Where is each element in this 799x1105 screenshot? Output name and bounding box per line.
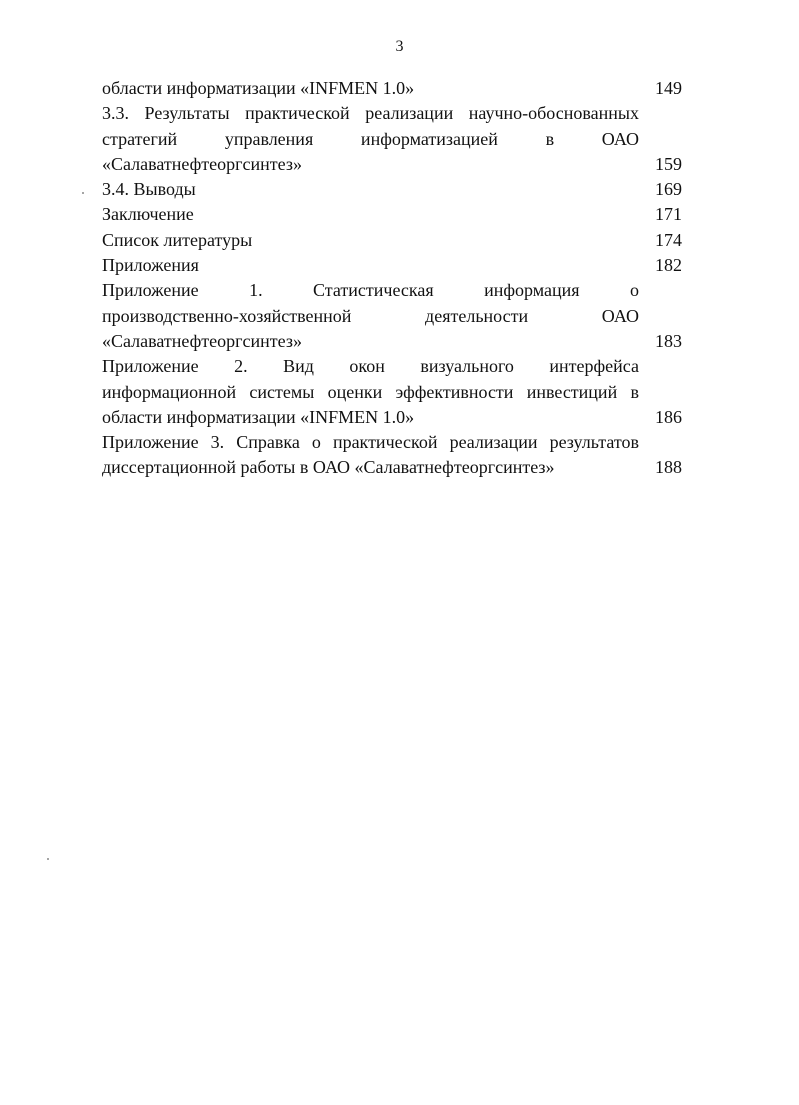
toc-entry-page: 183	[655, 330, 682, 351]
toc-entry-title	[102, 278, 639, 354]
toc-entry-title	[102, 76, 639, 101]
scan-speck	[47, 858, 49, 860]
toc-entry-title	[102, 228, 639, 253]
toc-entry-title	[102, 253, 639, 278]
toc-entry-line: области информатизации «INFMEN 1.0»	[102, 78, 415, 98]
page-number: 3	[395, 38, 404, 55]
toc-entry-page: 159	[655, 153, 682, 174]
toc-entry-line: Приложение 3. Справка о практической реализации результатов	[102, 432, 639, 453]
toc-entry-page: 149	[655, 78, 682, 98]
toc-entry-line: производственно-хозяйственной деятельности ОАО	[102, 305, 639, 326]
toc-entry-line: 3.3. Результаты практической реализации научно-обоснованных	[102, 103, 639, 124]
toc-entry-line: Заключение	[102, 204, 194, 225]
toc-entry-title	[102, 354, 639, 430]
table-of-contents	[102, 76, 682, 481]
toc-entry-line: «Салаватнефтеоргсинтез»	[102, 330, 302, 351]
toc-entry-title	[102, 101, 639, 177]
toc-entry	[102, 177, 682, 202]
toc-entry-title	[102, 177, 639, 202]
toc-entry-line: Приложения	[102, 255, 199, 276]
toc-entry-page: 188	[655, 457, 682, 478]
toc-entry-line: Список литературы	[102, 229, 253, 250]
toc-entry-page: 182	[655, 255, 682, 276]
toc-entry	[102, 76, 682, 101]
toc-entry	[102, 101, 682, 177]
toc-entry	[102, 354, 682, 430]
toc-entry	[102, 253, 682, 278]
toc-entry-line: Приложение 1. Статистическая информация о	[102, 280, 639, 301]
toc-entry-line: «Салаватнефтеоргсинтез»	[102, 153, 302, 174]
toc-entry-line: Приложение 2. Вид окон визуального интерфейса	[102, 356, 639, 377]
toc-entry	[102, 430, 682, 481]
toc-entry-page: 174	[655, 229, 682, 250]
toc-entry-title	[102, 202, 639, 227]
toc-entry	[102, 202, 682, 227]
toc-entry	[102, 228, 682, 253]
toc-entry	[102, 278, 682, 354]
toc-entry-line: диссертационной работы в ОАО «Салаватнефтеоргсинтез»	[102, 457, 555, 478]
toc-entry-line: области информатизации «INFMEN 1.0»	[102, 406, 415, 427]
toc-entry-page: 171	[655, 204, 682, 225]
toc-entry-line: стратегий управления информатизацией в ОАО	[102, 128, 639, 149]
toc-entry-line: информационной системы оценки эффективности инвестиций в	[102, 381, 639, 402]
toc-entry-title	[102, 430, 639, 481]
toc-entry-page: 186	[655, 406, 682, 427]
toc-entry-line: 3.4. Выводы	[102, 179, 196, 200]
scan-speck	[82, 192, 84, 194]
toc-entry-page: 169	[655, 179, 682, 200]
